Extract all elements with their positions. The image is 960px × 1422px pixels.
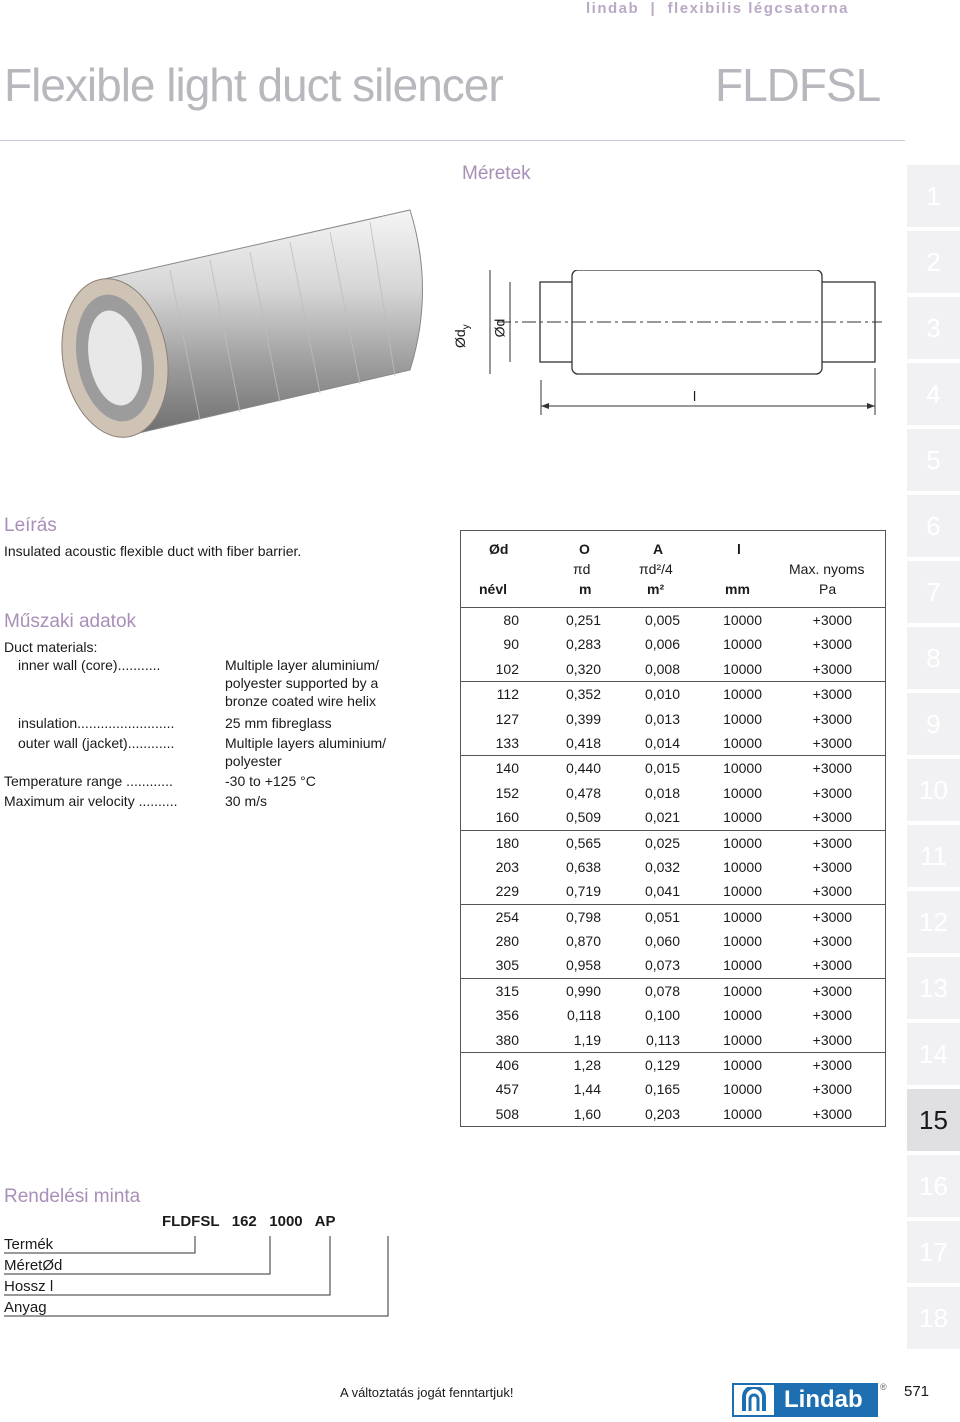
tech-value-insulation: 25 mm fibreglass: [225, 715, 332, 731]
col-l-header: l: [737, 541, 741, 557]
page-title: Flexible light duct silencer: [4, 59, 503, 111]
order-heading: Rendelési minta: [4, 1186, 141, 1207]
lindab-logo-icon: [732, 1383, 776, 1417]
table-cell: +3000: [812, 1031, 852, 1048]
brand-text: lindab: [586, 0, 640, 17]
table-cell: 0,100: [644, 1007, 680, 1024]
tab-7[interactable]: 7: [907, 561, 960, 623]
col-a-header: A: [653, 541, 664, 557]
table-cell: 0,060: [644, 933, 680, 950]
col-o-unit: m: [579, 581, 592, 597]
table-cell: 10000: [723, 883, 762, 900]
table-row: [461, 781, 885, 805]
table-cell: +3000: [812, 710, 852, 727]
table-cell: 0,014: [644, 734, 680, 751]
table-cell: 0,078: [644, 982, 680, 999]
table-cell: 140: [495, 760, 519, 777]
category-text: flexibilis légcsatorna: [667, 0, 849, 17]
table-row: [461, 1003, 885, 1027]
order-code-size: 162: [231, 1213, 257, 1230]
table-cell: +3000: [812, 734, 852, 751]
table-cell: +3000: [812, 1105, 852, 1122]
footer-note: A változtatás jogát fenntartjuk!: [340, 1385, 514, 1400]
table-row: [461, 731, 885, 755]
tab-14[interactable]: 14: [907, 1023, 960, 1085]
table-cell: 0,032: [644, 858, 680, 875]
table-cell: 10000: [723, 660, 762, 677]
tech-label-outer: outer wall (jacket)............: [18, 735, 175, 751]
table-cell: 0,021: [644, 809, 680, 826]
table-cell: 112: [496, 686, 519, 703]
table-cell: 0,006: [644, 636, 680, 653]
table-cell: +3000: [812, 933, 852, 950]
spec-table-body: [461, 608, 885, 1126]
table-row: [461, 608, 885, 632]
table-cell: 10000: [723, 809, 762, 826]
table-cell: +3000: [812, 612, 852, 628]
table-cell: 10000: [723, 760, 762, 777]
table-cell: 160: [495, 809, 519, 826]
tech-value-velocity: 30 m/s: [225, 793, 268, 809]
col-pa-header: Pa: [819, 581, 837, 597]
tab-10[interactable]: 10: [907, 759, 960, 821]
tech-value-outer: Multiple layers aluminium/ polyester: [225, 735, 387, 769]
table-cell: 0,251: [565, 612, 601, 628]
duct-photo: [40, 180, 440, 480]
tab-15[interactable]: 15: [907, 1089, 960, 1151]
dimension-drawing: [462, 270, 882, 420]
table-cell: 1,44: [573, 1081, 601, 1098]
table-cell: +3000: [812, 784, 852, 801]
spec-table-header: [461, 531, 885, 608]
table-cell: 10000: [723, 734, 762, 751]
table-cell: 0,008: [644, 660, 680, 677]
table-cell: 254: [495, 908, 519, 925]
table-row: [461, 830, 885, 855]
table-cell: 10000: [723, 834, 762, 851]
page-number: 571: [904, 1383, 930, 1400]
table-cell: 10000: [723, 1081, 762, 1098]
table-cell: 102: [495, 660, 519, 677]
table-cell: 0,509: [565, 809, 601, 826]
table-cell: 0,320: [565, 660, 601, 677]
col-od-header: Ød: [489, 541, 509, 557]
table-cell: 0,440: [565, 760, 601, 777]
table-cell: 0,018: [644, 784, 680, 801]
table-cell: 0,478: [565, 784, 601, 801]
table-cell: 0,010: [644, 686, 680, 703]
table-cell: +3000: [812, 858, 852, 875]
table-row: [461, 1028, 885, 1052]
tab-17[interactable]: 17: [907, 1221, 960, 1283]
order-label-product: Termék: [4, 1236, 54, 1253]
table-cell: 10000: [723, 1105, 762, 1122]
product-code: FLDFSL: [715, 59, 881, 111]
table-cell: 0,870: [565, 933, 601, 950]
order-code-material: AP: [314, 1213, 336, 1230]
tab-18[interactable]: 18: [907, 1287, 960, 1349]
table-cell: 280: [495, 933, 519, 950]
label-l: l: [693, 388, 697, 404]
table-cell: 0,015: [644, 760, 680, 777]
order-code: [162, 1213, 335, 1230]
tab-4[interactable]: 4: [907, 363, 960, 425]
header-divider: [0, 140, 905, 141]
tab-6[interactable]: 6: [907, 495, 960, 557]
table-cell: 0,798: [565, 908, 601, 925]
table-cell: 10000: [723, 1057, 762, 1074]
table-cell: 0,005: [644, 612, 680, 628]
table-cell: 1,19: [573, 1031, 601, 1048]
table-cell: 0,352: [565, 686, 601, 703]
tab-13[interactable]: 13: [907, 957, 960, 1019]
table-row: [461, 929, 885, 953]
table-cell: 10000: [723, 908, 762, 925]
table-row: [461, 879, 885, 903]
table-cell: 0,638: [565, 858, 601, 875]
table-cell: +3000: [812, 883, 852, 900]
order-connector-lines: [0, 1232, 400, 1322]
table-cell: 0,073: [644, 957, 680, 974]
table-row: [461, 1052, 885, 1077]
col-pid2-header: πd²/4: [639, 561, 673, 577]
table-row: [461, 953, 885, 977]
table-cell: 229: [495, 883, 519, 900]
table-cell: 80: [503, 612, 519, 628]
chapter-tabs: [907, 165, 960, 1353]
table-cell: 10000: [723, 1007, 762, 1024]
tech-label-inner: inner wall (core)...........: [18, 657, 161, 673]
table-cell: 0,041: [644, 883, 680, 900]
table-row: [461, 681, 885, 706]
tech-value-inner: Multiple layer aluminium/ polyester supported by a bronze coated wire helix: [225, 657, 380, 709]
col-a-unit: m²: [647, 581, 665, 597]
table-cell: +3000: [812, 908, 852, 925]
table-cell: 0,118: [567, 1007, 601, 1024]
table-row: [461, 632, 885, 656]
table-cell: 10000: [723, 686, 762, 703]
table-row: [461, 707, 885, 731]
col-o-header: O: [579, 541, 590, 557]
table-cell: 0,719: [565, 883, 601, 900]
duct-materials-label: Duct materials:: [4, 639, 98, 655]
table-cell: 0,283: [565, 636, 601, 653]
table-cell: +3000: [812, 760, 852, 777]
table-cell: 180: [495, 834, 519, 851]
table-row: [461, 904, 885, 929]
order-label-material: Anyag: [4, 1299, 47, 1316]
table-cell: 305: [495, 957, 519, 974]
table-cell: 10000: [723, 982, 762, 999]
table-cell: 10000: [723, 784, 762, 801]
spec-table: [460, 530, 886, 1127]
table-cell: 0,013: [644, 710, 680, 727]
tab-11[interactable]: 11: [907, 825, 960, 887]
tab-1[interactable]: 1: [907, 165, 960, 227]
table-cell: 0,958: [565, 957, 601, 974]
table-cell: 356: [495, 1007, 519, 1024]
table-cell: +3000: [812, 957, 852, 974]
table-cell: 10000: [723, 612, 762, 628]
table-cell: 10000: [723, 636, 762, 653]
table-row: [461, 755, 885, 780]
technical-heading: Műszaki adatok: [4, 611, 137, 632]
description-heading: Leírás: [4, 515, 57, 536]
table-cell: 1,28: [573, 1057, 601, 1074]
table-row: [461, 657, 885, 681]
col-nevl-header: névl: [479, 581, 508, 597]
table-cell: +3000: [812, 809, 852, 826]
lindab-logo: [732, 1383, 878, 1417]
table-cell: 10000: [723, 858, 762, 875]
table-cell: 0,399: [565, 710, 601, 727]
lindab-logo-text: Lindab: [784, 1386, 863, 1413]
table-row: [461, 978, 885, 1003]
tab-9[interactable]: 9: [907, 693, 960, 755]
table-cell: 203: [495, 858, 519, 875]
table-cell: +3000: [812, 686, 852, 703]
dimensions-heading: Méretek: [462, 163, 531, 184]
table-cell: 457: [495, 1081, 519, 1098]
col-max-header: Max. nyoms: [789, 561, 865, 577]
order-code-length: 1000: [269, 1213, 303, 1230]
table-row: [461, 1102, 885, 1126]
table-cell: 90: [503, 636, 519, 653]
table-cell: 10000: [723, 933, 762, 950]
order-label-length: Hossz l: [4, 1278, 54, 1295]
table-cell: 10000: [723, 957, 762, 974]
table-cell: +3000: [812, 636, 852, 653]
label-ody: $Ød_y$: [452, 324, 472, 348]
table-cell: 0,051: [644, 908, 680, 925]
tech-label-insulation: insulation.........................: [18, 715, 175, 731]
separator: |: [650, 0, 657, 17]
table-cell: 315: [495, 982, 519, 999]
registered-mark: ®: [880, 1382, 887, 1392]
order-code-product: FLDFSL: [162, 1213, 220, 1230]
col-pid-header: πd: [573, 561, 591, 577]
description-text: Insulated acoustic flexible duct with fiber barrier.: [4, 543, 302, 559]
tech-label-temperature: Temperature range ............: [4, 773, 173, 789]
table-cell: 0,113: [646, 1031, 680, 1048]
table-cell: +3000: [812, 982, 852, 999]
table-cell: +3000: [812, 834, 852, 851]
table-row: [461, 1077, 885, 1101]
table-cell: +3000: [812, 1007, 852, 1024]
label-od: Ød: [491, 318, 508, 338]
table-cell: 0,990: [565, 982, 601, 999]
table-cell: 406: [495, 1057, 519, 1074]
table-row: [461, 855, 885, 879]
table-cell: +3000: [812, 1057, 852, 1074]
tab-12[interactable]: 12: [907, 891, 960, 953]
table-cell: 152: [495, 784, 519, 801]
tab-16[interactable]: 16: [907, 1155, 960, 1217]
tech-value-temperature: -30 to +125 °C: [225, 773, 316, 789]
table-cell: 0,418: [565, 734, 601, 751]
table-cell: +3000: [812, 660, 852, 677]
col-l-unit: mm: [725, 581, 750, 597]
header-brand-line: [586, 0, 849, 17]
tab-5[interactable]: 5: [907, 429, 960, 491]
table-cell: 127: [495, 710, 519, 727]
table-cell: 0,129: [644, 1057, 680, 1074]
table-cell: +3000: [812, 1081, 852, 1098]
table-cell: 0,025: [644, 834, 680, 851]
order-label-size: MéretØd: [4, 1257, 63, 1274]
tab-3[interactable]: 3: [907, 297, 960, 359]
table-cell: 0,165: [644, 1081, 680, 1098]
table-cell: 0,565: [565, 834, 601, 851]
table-cell: 1,60: [573, 1105, 601, 1122]
tab-8[interactable]: 8: [907, 627, 960, 689]
table-cell: 0,203: [644, 1105, 680, 1122]
table-cell: 10000: [723, 710, 762, 727]
table-cell: 508: [495, 1105, 519, 1122]
table-cell: 133: [495, 734, 519, 751]
table-cell: 10000: [723, 1031, 762, 1048]
tech-label-velocity: Maximum air velocity ..........: [4, 793, 178, 809]
tab-2[interactable]: 2: [907, 231, 960, 293]
table-row: [461, 805, 885, 829]
table-cell: 380: [495, 1031, 519, 1048]
